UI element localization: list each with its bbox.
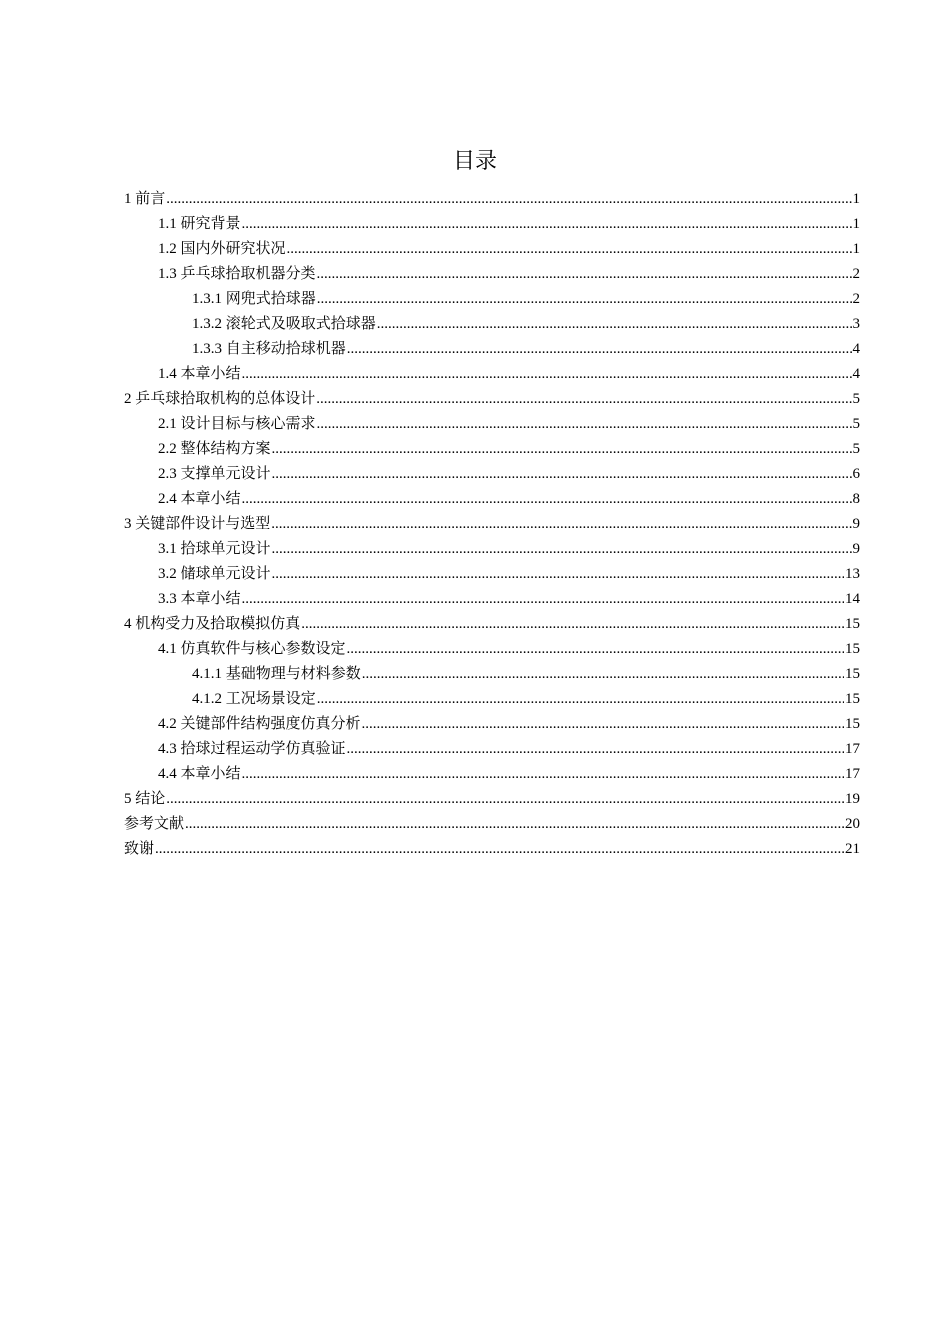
toc-entry-page-number: 5 (852, 391, 860, 407)
toc-dot-leader (272, 462, 852, 487)
toc-entry[interactable] (124, 712, 860, 737)
toc-entry-page-number: 15 (845, 666, 860, 682)
toc-entry-title: 5 结论 (124, 791, 166, 807)
toc-entry-page-number: 14 (845, 591, 860, 607)
toc-dot-leader (287, 237, 852, 262)
toc-entry-title: 1.1 研究背景 (158, 216, 241, 232)
toc-entry-page-number: 17 (845, 766, 860, 782)
toc-entry[interactable] (124, 562, 860, 587)
toc-entry[interactable] (124, 787, 860, 812)
toc-entry[interactable] (124, 812, 860, 837)
toc-dot-leader (242, 362, 852, 387)
toc-entry-title: 3.2 储球单元设计 (158, 566, 271, 582)
toc-entry-title: 4.4 本章小结 (158, 766, 241, 782)
toc-dot-leader (271, 512, 851, 537)
toc-entry[interactable] (124, 587, 860, 612)
toc-dot-leader (317, 287, 852, 312)
toc-dot-leader (166, 187, 851, 212)
toc-entry[interactable] (124, 762, 860, 787)
toc-entry[interactable] (124, 362, 860, 387)
toc-entry[interactable] (124, 462, 860, 487)
toc-entry-page-number: 1 (852, 241, 860, 257)
toc-entry[interactable] (124, 262, 860, 287)
toc-dot-leader (317, 262, 852, 287)
toc-entry[interactable] (124, 662, 860, 687)
toc-dot-leader (242, 587, 844, 612)
toc-entry-title: 2.3 支撑单元设计 (158, 466, 271, 482)
toc-entry-page-number: 6 (852, 466, 860, 482)
toc-entry-title: 4.2 关键部件结构强度仿真分析 (158, 716, 361, 732)
toc-title: 目录 (452, 149, 497, 174)
toc-entry-title: 3.3 本章小结 (158, 591, 241, 607)
toc-entry-title: 1.3.3 自主移动拾球机器 (192, 341, 346, 357)
toc-entry-title: 4.1.1 基础物理与材料参数 (192, 666, 361, 682)
toc-entry-title: 4.3 拾球过程运动学仿真验证 (158, 741, 346, 757)
toc-entry-page-number: 1 (852, 216, 860, 232)
toc-dot-leader (155, 837, 844, 862)
toc-entry[interactable] (124, 437, 860, 462)
toc-entry-page-number: 9 (852, 541, 860, 557)
toc-dot-leader (185, 812, 844, 837)
toc-entry[interactable] (124, 287, 860, 312)
toc-dot-leader (362, 712, 844, 737)
toc-entry-page-number: 21 (845, 841, 860, 857)
toc-entry[interactable] (124, 337, 860, 362)
toc-dot-leader (347, 737, 844, 762)
toc-entry-title: 致谢 (124, 841, 155, 857)
toc-entry-title: 2.4 本章小结 (158, 491, 241, 507)
toc-entry[interactable] (124, 312, 860, 337)
toc-entry-page-number: 20 (845, 816, 860, 832)
toc-entry-title: 1 前言 (124, 191, 166, 207)
toc-entry[interactable] (124, 237, 860, 262)
toc-entry[interactable] (124, 487, 860, 512)
toc-entry-page-number: 8 (852, 491, 860, 507)
toc-entry-title: 4.1 仿真软件与核心参数设定 (158, 641, 346, 657)
toc-dot-leader (272, 437, 852, 462)
toc-entry-page-number: 15 (845, 716, 860, 732)
toc-entry-title: 2 乒乓球拾取机构的总体设计 (124, 391, 316, 407)
toc-dot-leader (347, 637, 844, 662)
toc-entry-page-number: 19 (845, 791, 860, 807)
toc-dot-leader (272, 562, 844, 587)
toc-entry-page-number: 13 (845, 566, 860, 582)
toc-entry-page-number: 9 (852, 516, 860, 532)
toc-entry-page-number: 2 (852, 266, 860, 282)
toc-entry-title: 1.3 乒乓球拾取机器分类 (158, 266, 316, 282)
toc-entry-page-number: 15 (845, 691, 860, 707)
toc-dot-leader (166, 787, 844, 812)
toc-entry-title: 2.2 整体结构方案 (158, 441, 271, 457)
toc-entry-page-number: 15 (845, 641, 860, 657)
toc-entry-title: 1.3.2 滚轮式及吸取式拾球器 (192, 316, 376, 332)
toc-dot-leader (242, 487, 852, 512)
toc-dot-leader (362, 662, 844, 687)
toc-dot-leader (347, 337, 852, 362)
toc-entry[interactable] (124, 387, 860, 412)
toc-entry-title: 1.4 本章小结 (158, 366, 241, 382)
toc-list (124, 187, 860, 862)
toc-entry[interactable] (124, 737, 860, 762)
toc-entry[interactable] (124, 687, 860, 712)
toc-entry-title: 4 机构受力及拾取模拟仿真 (124, 616, 301, 632)
toc-entry-title: 2.1 设计目标与核心需求 (158, 416, 316, 432)
toc-entry-page-number: 5 (852, 441, 860, 457)
toc-dot-leader (272, 537, 852, 562)
toc-dot-leader (242, 762, 844, 787)
toc-entry[interactable] (124, 637, 860, 662)
toc-dot-leader (377, 312, 852, 337)
toc-entry[interactable] (124, 412, 860, 437)
toc-entry-page-number: 1 (852, 191, 860, 207)
toc-entry-title: 4.1.2 工况场景设定 (192, 691, 316, 707)
toc-entry[interactable] (124, 212, 860, 237)
toc-entry-page-number: 17 (845, 741, 860, 757)
toc-entry-page-number: 4 (852, 341, 860, 357)
toc-entry-title: 3.1 拾球单元设计 (158, 541, 271, 557)
toc-dot-leader (242, 212, 852, 237)
toc-dot-leader (301, 612, 844, 637)
toc-entry[interactable] (124, 512, 860, 537)
toc-entry[interactable] (124, 537, 860, 562)
toc-entry-page-number: 15 (845, 616, 860, 632)
toc-entry-title: 1.2 国内外研究状况 (158, 241, 286, 257)
toc-dot-leader (316, 387, 851, 412)
toc-dot-leader (317, 412, 852, 437)
toc-dot-leader (317, 687, 844, 712)
toc-entry-title: 3 关键部件设计与选型 (124, 516, 271, 532)
toc-entry[interactable] (124, 612, 860, 637)
toc-entry-title: 1.3.1 网兜式拾球器 (192, 291, 316, 307)
toc-entry-title: 参考文献 (124, 816, 185, 832)
toc-entry-page-number: 3 (852, 316, 860, 332)
toc-entry[interactable] (124, 187, 860, 212)
toc-entry-page-number: 4 (852, 366, 860, 382)
toc-entry-page-number: 2 (852, 291, 860, 307)
toc-entry-page-number: 5 (852, 416, 860, 432)
toc-entry[interactable] (124, 837, 860, 862)
